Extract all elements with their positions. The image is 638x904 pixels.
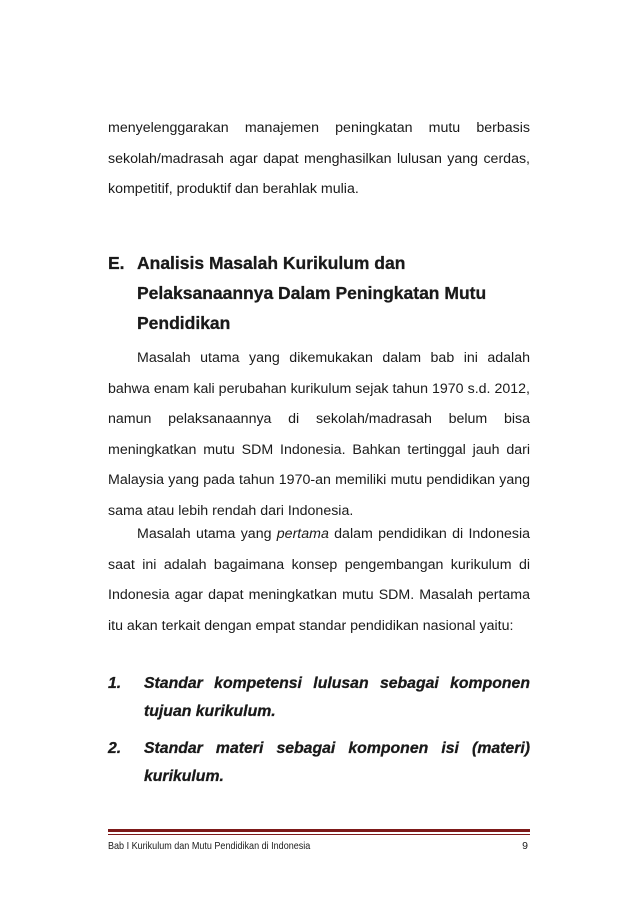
footer-rule-thin xyxy=(108,834,530,835)
problem-paragraph: Masalah utama yang dikemukakan dalam bab ini adalah bahwa enam kali perubahan kurikulum sejak tahun 1970 s.d. 2012, namun pelaksanaannya di sekolah/madrasah belum bisa meningkatkan mutu SDM Indonesia. Bahkan tertinggal jauh dari Malaysia yang pada tahun 1970-an memiliki mutu pendidikan yang sama atau lebih rendah dari Indonesia. xyxy=(108,350,530,519)
list-item-line: tujuan kurikulum. xyxy=(144,703,276,720)
section-title xyxy=(137,248,537,338)
list-item-text xyxy=(144,735,530,791)
intro-paragraph: menyelenggarakan manajemen peningkatan mutu berbasis sekolah/madrasah agar dapat menghasilkan lulusan yang cerdas, kompetitif, produktif dan berahlak mulia. xyxy=(108,120,530,197)
list-item-number: 2. xyxy=(108,740,122,757)
section-title-line: Pelaksanaannya Dalam Peningkatan Mutu xyxy=(137,283,487,303)
section-title-line: Pendidikan xyxy=(137,313,231,333)
footer-title: Bab I Kurikulum dan Mutu Pendidikan di Indonesia xyxy=(108,840,311,852)
first-problem-paragraph xyxy=(108,519,530,641)
paragraph-text: dalam pendidikan di Indonesia saat ini adalah bagaimana konsep pengembangan kurikulum di Indonesia agar dapat meningkatkan mutu SDM. Masalah pertama itu akan terkait dengan empat standar pendidikan nasional yaitu: xyxy=(108,526,530,634)
footer-rule xyxy=(108,829,530,832)
list-item-line: Standar materi sebagai komponen isi (materi) xyxy=(144,740,530,757)
list-item-number: 1. xyxy=(108,675,122,692)
paragraph-text: Masalah utama yang xyxy=(137,526,277,542)
list-item-line: Standar kompetensi lulusan sebagai komponen xyxy=(144,675,530,692)
section-title-line: Analisis Masalah Kurikulum dan xyxy=(137,253,406,273)
page-number: 9 xyxy=(522,840,528,852)
section-letter: E. xyxy=(108,253,125,273)
emphasis-text: pertama xyxy=(276,526,329,542)
list-item-text xyxy=(144,670,530,726)
list-item-line: kurikulum. xyxy=(144,768,224,785)
